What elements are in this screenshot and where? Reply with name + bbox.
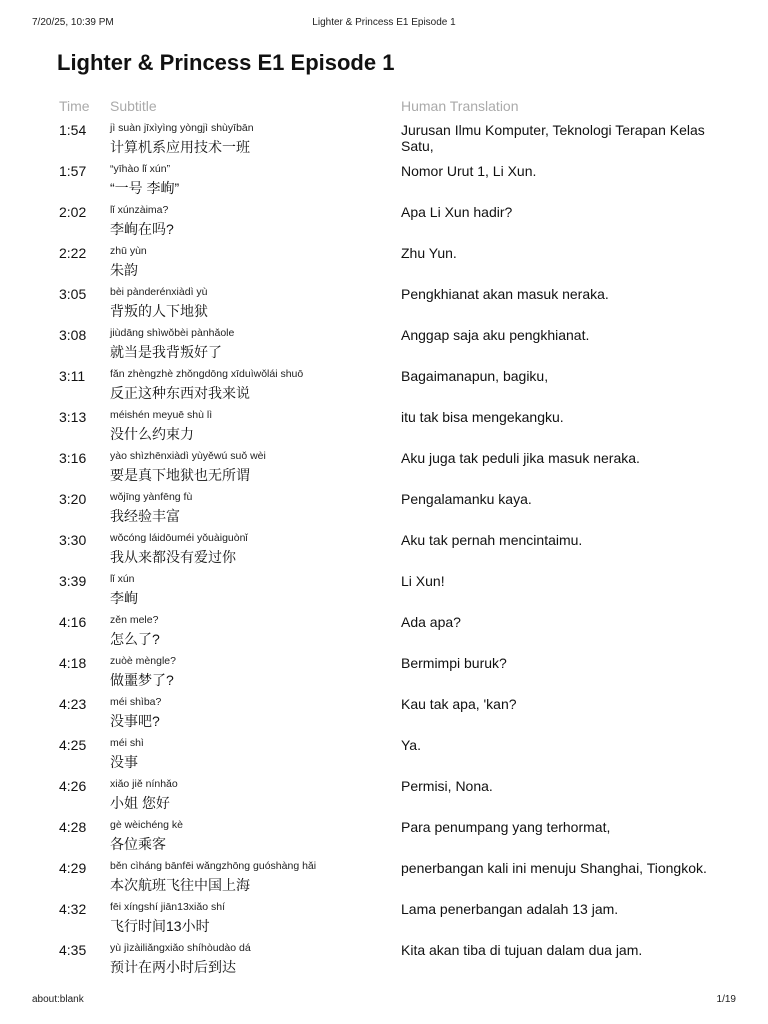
row-hanzi: 各位乘客 bbox=[110, 836, 166, 852]
row-pinyin: běn cìháng bānfēi wǎngzhōng guóshàng hǎi bbox=[110, 860, 317, 872]
print-footer bbox=[32, 994, 736, 1008]
table-row bbox=[59, 610, 719, 651]
row-hanzi: 要是真下地狱也无所谓 bbox=[110, 467, 250, 483]
row-time: 1:57 bbox=[59, 163, 87, 179]
row-hanzi: 怎么了? bbox=[110, 631, 160, 647]
table-row bbox=[59, 364, 719, 405]
table-row bbox=[59, 733, 719, 774]
row-time: 2:02 bbox=[59, 204, 87, 220]
column-header-time: Time bbox=[59, 98, 90, 114]
table-row bbox=[59, 897, 719, 938]
row-hanzi: 就当是我背叛好了 bbox=[110, 344, 222, 360]
table-row bbox=[59, 241, 719, 282]
row-time: 4:25 bbox=[59, 737, 87, 753]
row-hanzi: 没事 bbox=[110, 754, 138, 770]
row-time: 3:08 bbox=[59, 327, 87, 343]
row-hanzi: 预计在两小时后到达 bbox=[110, 959, 236, 975]
table-row bbox=[59, 323, 719, 364]
row-translation: Pengkhianat akan masuk neraka. bbox=[401, 286, 609, 302]
print-date: 7/20/25, 10:39 PM bbox=[32, 17, 114, 28]
row-time: 1:54 bbox=[59, 122, 87, 138]
row-translation: Ada apa? bbox=[401, 614, 461, 630]
row-translation: Lama penerbangan adalah 13 jam. bbox=[401, 901, 619, 917]
row-pinyin: lǐ xúnzàima? bbox=[110, 204, 169, 216]
row-translation: Apa Li Xun hadir? bbox=[401, 204, 513, 220]
table-row bbox=[59, 692, 719, 733]
row-translation: Ya. bbox=[401, 737, 421, 753]
print-url: about:blank bbox=[32, 994, 84, 1005]
row-translation: Anggap saja aku pengkhianat. bbox=[401, 327, 590, 343]
column-header-subtitle: Subtitle bbox=[110, 98, 157, 114]
print-header bbox=[32, 17, 736, 31]
table-row bbox=[59, 159, 719, 200]
row-pinyin: lǐ xún bbox=[110, 573, 135, 585]
row-translation: Jurusan Ilmu Komputer, Teknologi Terapan Kelas Satu, bbox=[401, 122, 705, 154]
row-pinyin: zěn mele? bbox=[110, 614, 159, 626]
row-hanzi: 我从来都没有爱过你 bbox=[110, 549, 236, 565]
row-time: 3:20 bbox=[59, 491, 87, 507]
table-row bbox=[59, 774, 719, 815]
row-hanzi: 反正这种东西对我来说 bbox=[110, 385, 250, 401]
table-row bbox=[59, 405, 719, 446]
row-translation: Pengalamanku kaya. bbox=[401, 491, 532, 507]
row-pinyin: jì suàn jīxìyìng yòngjì shùyībān bbox=[110, 122, 254, 134]
table-row bbox=[59, 282, 719, 323]
row-pinyin: gè wèichéng kè bbox=[110, 819, 183, 831]
row-time: 4:35 bbox=[59, 942, 87, 958]
row-pinyin: méi shì bbox=[110, 737, 144, 749]
row-hanzi: 背叛的人下地狱 bbox=[110, 303, 208, 319]
row-time: 3:13 bbox=[59, 409, 87, 425]
row-pinyin: “yīhào lǐ xún” bbox=[110, 163, 171, 175]
row-time: 4:26 bbox=[59, 778, 87, 794]
row-hanzi: 本次航班飞往中国上海 bbox=[110, 877, 250, 893]
row-hanzi: 朱韵 bbox=[110, 262, 138, 278]
row-hanzi: 没什么约束力 bbox=[110, 426, 194, 442]
table-row bbox=[59, 651, 719, 692]
print-document-title: Lighter & Princess E1 Episode 1 bbox=[312, 17, 456, 28]
row-hanzi: “一号 李峋” bbox=[110, 180, 180, 196]
row-time: 3:05 bbox=[59, 286, 87, 302]
row-translation: Kau tak apa, 'kan? bbox=[401, 696, 517, 712]
row-pinyin: fǎn zhèngzhè zhǒngdōng xīduìwǒlái shuō bbox=[110, 368, 304, 380]
row-time: 3:39 bbox=[59, 573, 87, 589]
page-title: Lighter & Princess E1 Episode 1 bbox=[57, 50, 395, 75]
row-translation: Bermimpi buruk? bbox=[401, 655, 507, 671]
table-body bbox=[59, 118, 719, 979]
row-hanzi: 小姐 您好 bbox=[110, 795, 170, 811]
row-pinyin: zuòè mèngle? bbox=[110, 655, 176, 667]
row-pinyin: wǒcóng láidōuméi yǒuàiguònǐ bbox=[110, 532, 248, 544]
row-pinyin: wǒjīng yànfēng fù bbox=[110, 491, 193, 503]
row-pinyin: fēi xíngshí jiān13xiǎo shí bbox=[110, 901, 225, 913]
row-time: 4:16 bbox=[59, 614, 87, 630]
subtitle-table bbox=[59, 96, 719, 979]
row-time: 3:30 bbox=[59, 532, 87, 548]
row-hanzi: 李峋 bbox=[110, 590, 138, 606]
row-time: 3:11 bbox=[59, 368, 86, 384]
row-time: 4:23 bbox=[59, 696, 87, 712]
row-translation: Nomor Urut 1, Li Xun. bbox=[401, 163, 537, 179]
row-time: 4:29 bbox=[59, 860, 87, 876]
row-translation: Zhu Yun. bbox=[401, 245, 457, 261]
row-translation: Li Xun! bbox=[401, 573, 445, 589]
table-row bbox=[59, 938, 719, 979]
row-pinyin: yù jìzàiliǎngxiǎo shíhòudào dá bbox=[110, 942, 251, 954]
row-pinyin: xiǎo jiě nínhǎo bbox=[110, 778, 178, 790]
page-number: 1/19 bbox=[716, 994, 736, 1005]
table-row bbox=[59, 815, 719, 856]
row-translation: Para penumpang yang terhormat, bbox=[401, 819, 611, 835]
column-header-translation: Human Translation bbox=[401, 98, 519, 114]
row-pinyin: méishén meyuē shù lì bbox=[110, 409, 213, 421]
row-pinyin: zhū yùn bbox=[110, 245, 147, 257]
table-row bbox=[59, 856, 719, 897]
row-hanzi: 我经验丰富 bbox=[110, 508, 180, 524]
table-row bbox=[59, 446, 719, 487]
row-translation: Aku tak pernah mencintaimu. bbox=[401, 532, 583, 548]
row-translation: Kita akan tiba di tujuan dalam dua jam. bbox=[401, 942, 643, 958]
row-hanzi: 计算机系应用技术一班 bbox=[110, 139, 250, 155]
row-translation: penerbangan kali ini menuju Shanghai, Tiongkok. bbox=[401, 860, 707, 876]
row-pinyin: méi shìba? bbox=[110, 696, 162, 708]
table-row bbox=[59, 569, 719, 610]
row-time: 4:28 bbox=[59, 819, 87, 835]
row-translation: Permisi, Nona. bbox=[401, 778, 493, 794]
row-hanzi: 飞行时间13小时 bbox=[110, 918, 210, 934]
row-time: 2:22 bbox=[59, 245, 87, 261]
row-translation: itu tak bisa mengekangku. bbox=[401, 409, 564, 425]
table-header bbox=[59, 96, 719, 118]
row-translation: Aku juga tak peduli jika masuk neraka. bbox=[401, 450, 640, 466]
row-time: 4:32 bbox=[59, 901, 87, 917]
row-pinyin: jiùdāng shìwǒbèi pànhǎole bbox=[110, 327, 235, 339]
row-hanzi: 没事吧? bbox=[110, 713, 160, 729]
row-hanzi: 李峋在吗? bbox=[110, 221, 174, 237]
row-translation: Bagaimanapun, bagiku, bbox=[401, 368, 549, 384]
row-hanzi: 做噩梦了? bbox=[110, 672, 174, 688]
table-row bbox=[59, 487, 719, 528]
table-row bbox=[59, 528, 719, 569]
table-row bbox=[59, 200, 719, 241]
row-pinyin: yào shìzhēnxiàdì yùyěwú suǒ wèi bbox=[110, 450, 266, 462]
row-time: 3:16 bbox=[59, 450, 87, 466]
row-time: 4:18 bbox=[59, 655, 87, 671]
row-pinyin: bèi pànderénxiàdì yù bbox=[110, 286, 208, 298]
table-row bbox=[59, 118, 719, 159]
